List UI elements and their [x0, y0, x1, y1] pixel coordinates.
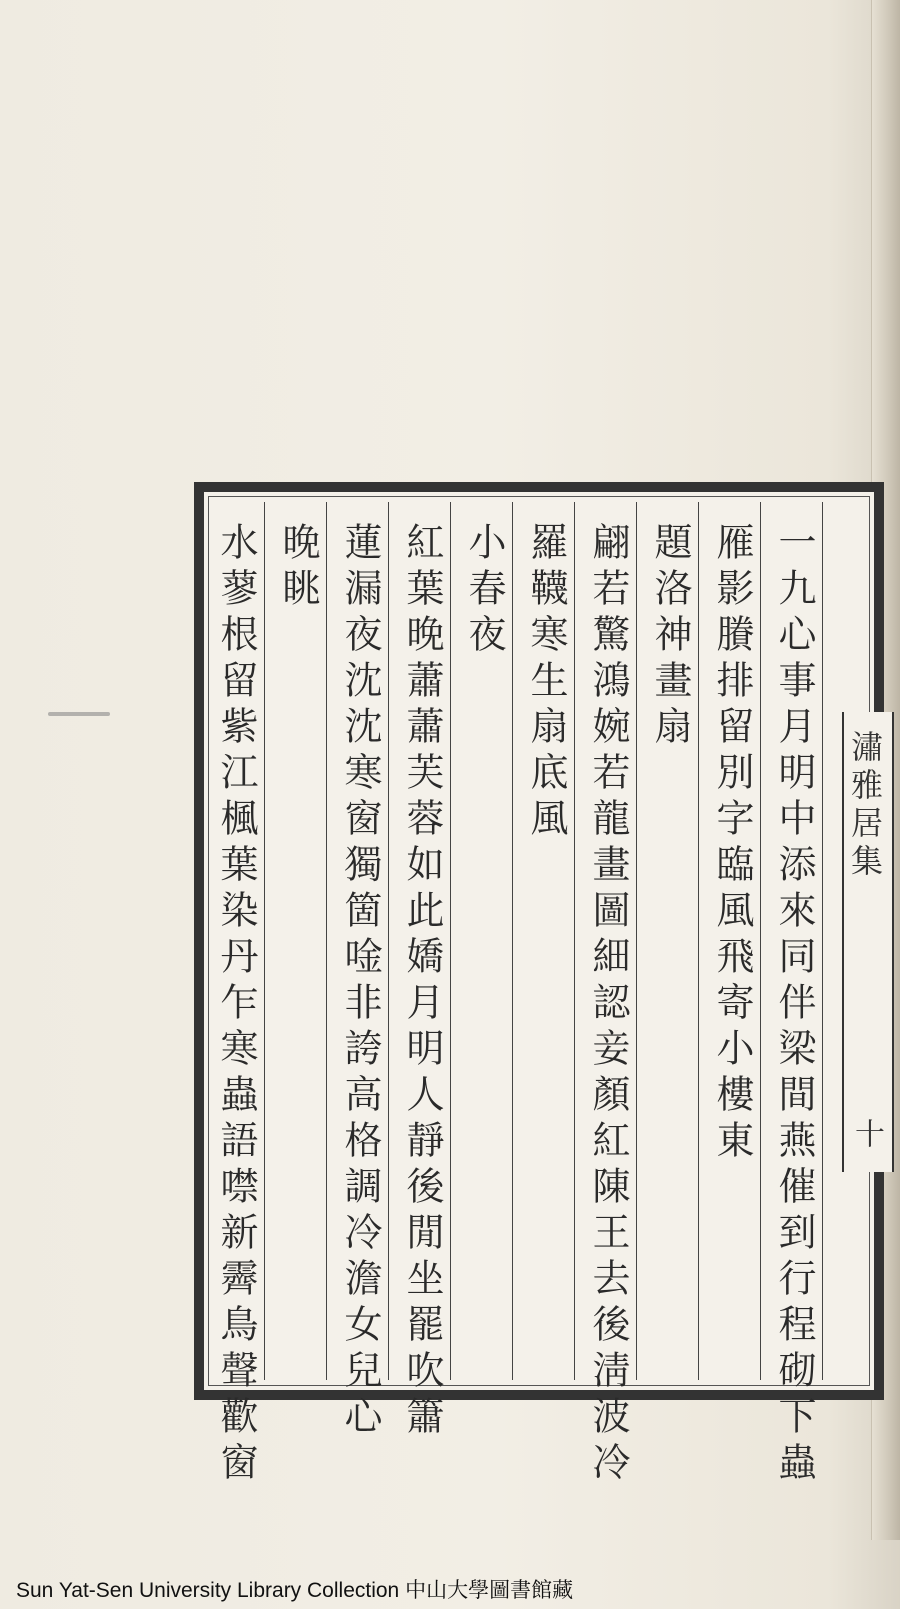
text-column-7: 紅葉晚蕭蕭芙蓉如此嬌月明人靜後閒坐罷吹簫 [400, 522, 444, 1442]
column-rule [388, 502, 389, 1380]
text-column-2: 雁影賸排留別字臨風飛寄小樓東 [710, 522, 754, 1166]
text-column-4: 翩若驚鴻婉若龍畫圖細認妾顏紅陳王去後淸波冷 [586, 522, 630, 1488]
column-rule [698, 502, 699, 1380]
text-column-5: 羅韈寒生扇底風 [524, 522, 568, 844]
column-rule [326, 502, 327, 1380]
column-rule [574, 502, 575, 1380]
collection-credit: Sun Yat-Sen University Library Collection 中山大學圖書館藏 [16, 1579, 574, 1602]
column-rule [636, 502, 637, 1380]
text-column-8: 蓮漏夜沈沈寒窗獨箇唫非誇高格調冷澹女兒心 [338, 522, 382, 1442]
column-rule [264, 502, 265, 1380]
ink-smudge [48, 712, 110, 716]
poem-title-column: 晚眺 [276, 522, 320, 614]
text-column-10: 水蓼根留紫江楓葉染丹乍寒蟲語噤新霽鳥聲歡窗 [214, 522, 258, 1488]
column-rule [512, 502, 513, 1380]
leaf-number: 十 [849, 1118, 884, 1148]
text-frame [194, 482, 884, 1488]
poem-title-column: 小春夜 [462, 522, 506, 660]
poem-title-column: 題洛神畫扇 [648, 522, 692, 752]
column-rule [450, 502, 451, 1380]
text-column-1: 一九心事月明中添來同伴梁間燕催到行程砌下蟲 [772, 522, 816, 1488]
column-rule [822, 502, 823, 1380]
column-rule [760, 502, 761, 1380]
running-title: 潚雅居集 [846, 730, 884, 882]
